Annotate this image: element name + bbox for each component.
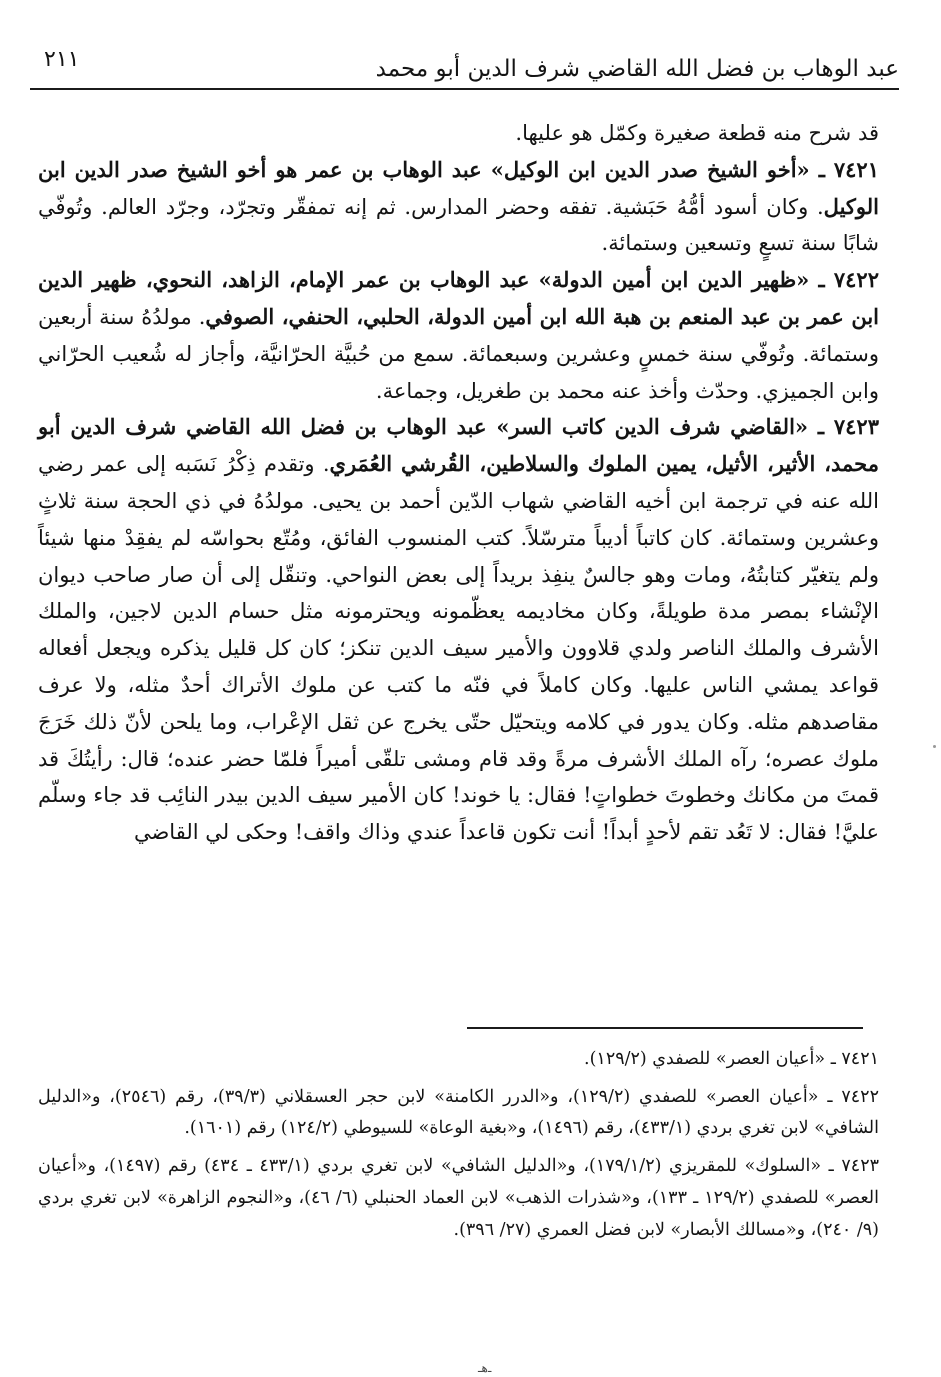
entry-heading: «ظهير الدين ابن أمين الدولة» عبد الوهاب بن عمر الإمام، الزاهد، النحوي، ظهير الدين ابن عمر بن عبد المنعم بن هبة الله ابن أمين الدولة، الحلبي، الحنفي، الصوفي	[38, 267, 879, 329]
entry-text: . مولدُهُ سنة أربعين وستمائة. وتُوفّي سنة خمسٍ وعشرين وسبعمائة. سمع من حُبيَّة الحرّانيَّة، وأجاز له شُعيب الحرّاني وابن الجميزي. وحدّث وأخذ عنه محمد بن طغريل، وجماعة.	[38, 304, 879, 403]
scan-speck	[933, 745, 936, 748]
paragraph-intro: قد شرح منه قطعة صغيرة وكمّل هو عليها.	[515, 121, 879, 145]
page-header	[30, 40, 899, 86]
footnote-7423	[38, 1151, 879, 1246]
entry-heading: «أخو الشيخ صدر الدين ابن الوكيل» عبد الوهاب بن عمر هو أخو الشيخ صدر الدين ابن الوكيل	[38, 156, 879, 219]
entry-number: ٧٤٢٣ ـ	[808, 414, 879, 440]
entry-heading: «القاضي شرف الدين كاتب السر» عبد الوهاب بن فضل الله القاضي شرف الدين أبو محمد، الأثير، الأثيل، يمين الملوك والسلاطين، القُرشي العُمَري	[38, 414, 879, 477]
footnote-7422	[38, 1082, 879, 1145]
footnote-text: «أعيان العصر» للصفدي (١٢٩/٢)، و«الدرر الكامنة» لابن حجر العسقلاني (٣٩/٣)، رقم (٢٥٤٦)، و«الدليل الشافي» لابن تغري بردي (٤٣٣/١)، رقم (١٤٩٦)، و«بغية الوعاة» للسيوطي (١٢٤/٢) رقم (١٦٠١).	[38, 1086, 879, 1139]
entry-7421	[38, 152, 879, 262]
entry-number: ٧٤٢٢ ـ	[809, 267, 879, 293]
entry-number: ٧٤٢١ ـ	[809, 156, 879, 182]
footnote-text: «السلوك» للمقريزي (١٧٩/١/٢)، و«الدليل الشافي» لابن تغري بردي (٤٣٣/١ ـ ٤٣٤) رقم (١٤٩٧)، و«أعيان العصر» للصفدي (١٢٩/٢ ـ ١٣٣)، و«شذرات الذهب» لابن العماد الحنبلي (٦/ ٤٦)، و«النجوم الزاهرة» لابن تغري بردي (٩/ ٢٤٠)، و«مسالك الأبصار» لابن فضل العمري (٢٧/ ٣٩٦).	[38, 1156, 879, 1240]
print-mark-glyph: ـﮬـ	[478, 1361, 492, 1375]
footnotes	[38, 1044, 879, 1252]
footnote-number: ٧٤٢٣ ـ	[821, 1156, 879, 1177]
page-number: ٢١١	[44, 47, 80, 72]
header-divider	[30, 88, 899, 90]
footnote-text: «أعيان العصر» للصفدي (١٢٩/٢).	[584, 1049, 826, 1069]
footnote-number: ٧٤٢٢ ـ	[818, 1086, 879, 1107]
entry-text: . وتقدم ذِكْرُ نَسَبه إلى عمر رضي الله عنه في ترجمة ابن أخيه القاضي شهاب الدّين أحمد بن يحيى. مولدُهُ في ذي الحجة سنة ثلاثٍ وعشرين وستمائة. كان كاتباً أديباً مترسّلاً. كتب المنسوب الفائق، ومُتّع بحواسّه لم يفقِدْ منها شيئاً ولم يتغيّر كتابتُهُ، ومات وهو جالسٌ ينفِذ بريداً إلى بعض النواحي. وتنقّل إلى أن صار صاحب ديوان الإنْشاء بمصر مدة طويلةً، وكان مخاديمه يعظّمونه ويحترمونه مثل حسام الدين لاجين، والملك الأشرف والملك الناصر ولدي قلاوون والأمير سيف الدين تنكز؛ كان كل قليل يذكره ويجعل أفعاله قواعد يمشي الناس عليها. وكان كاملاً في فنّه ما كتب عن ملوك الأتراك أحدٌ مثله، ولا عرف مقاصدهم مثله. وكان يدور في كلامه ويتحيّل حتّى يخرج عن ثقل الإعْراب، وما يلحن لأنّ ذلك خَرَجَ ملوك عصره؛ رآه الملك الأشرف مرةً وقد قام ومشى تلقّى أميراً فلمّا حضر عنده؛ قال: رأيتُكَ قد قمتَ من مكانك وخطوتَ خطواتٍ! فقال: يا خوند! كان الأمير سيف الدين بيدر النائِب قد جاء وسلّم عليَّ! فقال: لا تَعُد تقم لأحدٍ أبداً! أنت تكون قاعداً عندي وذاك واقف! وحكى لي القاضي	[38, 452, 879, 845]
entry-7423	[38, 409, 879, 851]
footnote-divider	[467, 1027, 863, 1029]
main-text	[38, 115, 879, 851]
entry-7422	[38, 262, 879, 409]
footnote-number: ٧٤٢١ ـ	[825, 1049, 879, 1069]
running-title: عبد الوهاب بن فضل الله القاضي شرف الدين أبو محمد	[375, 56, 899, 82]
entry-text: . وكان أسود أمُّهُ حَبَشية. تفقه وحضر المدارس. ثم إنه تمفقّر وتجرّد، وجرّد العالم. وتُوفّي شابًا سنة تسعٍ وتسعين وستمائة.	[38, 194, 879, 256]
footnote-7421	[38, 1044, 879, 1076]
